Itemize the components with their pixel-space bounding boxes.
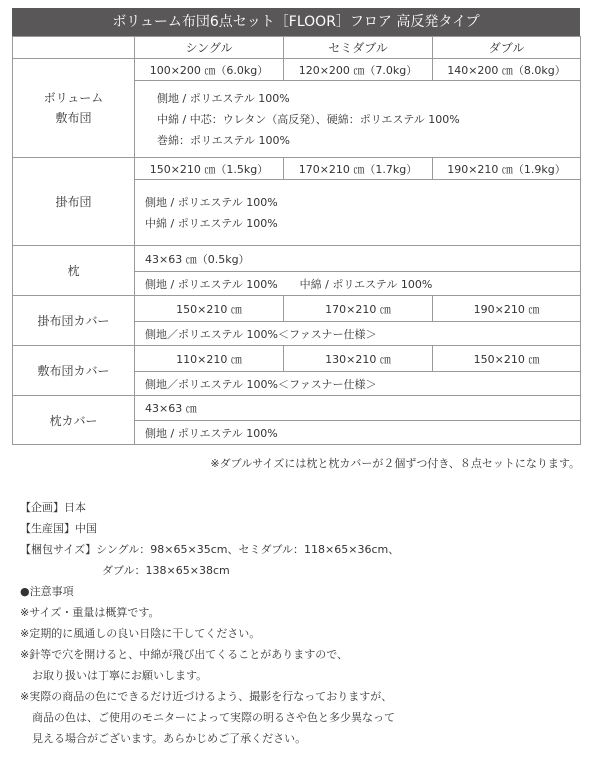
header-double: ダブル bbox=[433, 37, 581, 59]
package-size-line: ダブル：138×65×38cm bbox=[102, 564, 230, 577]
size-cell: 150×210 ㎝（1.5kg） bbox=[135, 158, 284, 180]
size-cell: 43×63 ㎝（0.5kg） bbox=[135, 246, 581, 272]
page-title: ボリューム布団6点セット［FLOOR］フロア 高反発タイプ bbox=[12, 8, 580, 36]
caution-title: ●注意事項 bbox=[20, 585, 74, 598]
row-label-pillow: 枕 bbox=[13, 246, 135, 296]
package-size-line: 【梱包サイズ】シングル：98×65×35cm、セミダブル：118×65×36cm、 bbox=[20, 543, 400, 556]
caution-note: 商品の色は、ご使用のモニターによって実際の明るさや色と多少異なって bbox=[32, 711, 395, 724]
origin-line: 【生産国】中国 bbox=[20, 522, 97, 535]
size-cell: 130×210 ㎝ bbox=[284, 346, 433, 372]
planning-line: 【企画】日本 bbox=[20, 501, 86, 514]
size-cell: 100×200 ㎝（6.0kg） bbox=[135, 59, 284, 81]
caution-note: ※定期的に風通しの良い日陰に干してください。 bbox=[20, 627, 261, 640]
size-cell: 150×210 ㎝ bbox=[433, 346, 581, 372]
header-semi-double: セミダブル bbox=[284, 37, 433, 59]
materials-cell: 側地 / ポリエステル 100% 中綿 / ポリエステル 100% bbox=[135, 272, 581, 296]
table-row bbox=[13, 346, 581, 372]
header-blank bbox=[13, 37, 135, 59]
caution-note: お取り扱いは丁寧にお願いします。 bbox=[32, 669, 208, 682]
material-line: 中綿 / 中芯：ウレタン（高反発）、硬綿：ポリエステル 100% bbox=[157, 112, 460, 126]
size-cell: 190×210 ㎝（1.9kg） bbox=[433, 158, 581, 180]
table-row bbox=[13, 59, 581, 81]
table-row bbox=[13, 296, 581, 322]
size-cell: 170×210 ㎝（1.7kg） bbox=[284, 158, 433, 180]
size-cell: 170×210 ㎝ bbox=[284, 296, 433, 322]
materials-cell: 側地／ポリエステル 100%＜ファスナー仕様＞ bbox=[135, 372, 581, 396]
header-single: シングル bbox=[135, 37, 284, 59]
table-row bbox=[13, 158, 581, 180]
caution-note: ※サイズ・重量は概算です。 bbox=[20, 606, 160, 619]
row-label-kake-cover: 掛布団カバー bbox=[13, 296, 135, 346]
material-line: 側地 / ポリエステル 100% bbox=[157, 91, 290, 105]
table-note: ※ダブルサイズには枕と枕カバーが２個ずつ付き、８点セットになります。 bbox=[210, 457, 580, 470]
material-line: 側地 / ポリエステル 100% bbox=[145, 195, 278, 209]
materials-cell bbox=[135, 180, 581, 246]
caution-note: ※実際の商品の色にできるだけ近づけるよう、撮影を行なっておりますが、 bbox=[20, 690, 393, 703]
material-line: 巻綿：ポリエステル 100% bbox=[157, 133, 290, 147]
table-row bbox=[13, 246, 581, 272]
header-row bbox=[13, 37, 581, 59]
size-cell: 150×210 ㎝ bbox=[135, 296, 284, 322]
materials-cell: 側地／ポリエステル 100%＜ファスナー仕様＞ bbox=[135, 322, 581, 346]
product-info bbox=[20, 497, 399, 749]
row-label-volume-futon: ボリューム 敷布団 bbox=[13, 59, 135, 158]
row-label-pillow-cover: 枕カバー bbox=[13, 396, 135, 445]
size-cell: 190×210 ㎝ bbox=[433, 296, 581, 322]
row-label-shiki-cover: 敷布団カバー bbox=[13, 346, 135, 396]
caution-note: 見える場合がございます。あらかじめご了承ください。 bbox=[32, 732, 307, 745]
row-label-kake-futon: 掛布団 bbox=[13, 158, 135, 246]
spec-table bbox=[12, 36, 581, 445]
materials-cell bbox=[135, 81, 581, 158]
material-line: 中綿 / ポリエステル 100% bbox=[145, 216, 278, 230]
size-cell: 43×63 ㎝ bbox=[135, 396, 581, 421]
size-cell: 120×200 ㎝（7.0kg） bbox=[284, 59, 433, 81]
caution-note: ※針等で穴を開けると、中綿が飛び出てくることがありますので、 bbox=[20, 648, 348, 661]
size-cell: 140×200 ㎝（8.0kg） bbox=[433, 59, 581, 81]
materials-cell: 側地 / ポリエステル 100% bbox=[135, 421, 581, 445]
table-row bbox=[13, 396, 581, 421]
size-cell: 110×210 ㎝ bbox=[135, 346, 284, 372]
